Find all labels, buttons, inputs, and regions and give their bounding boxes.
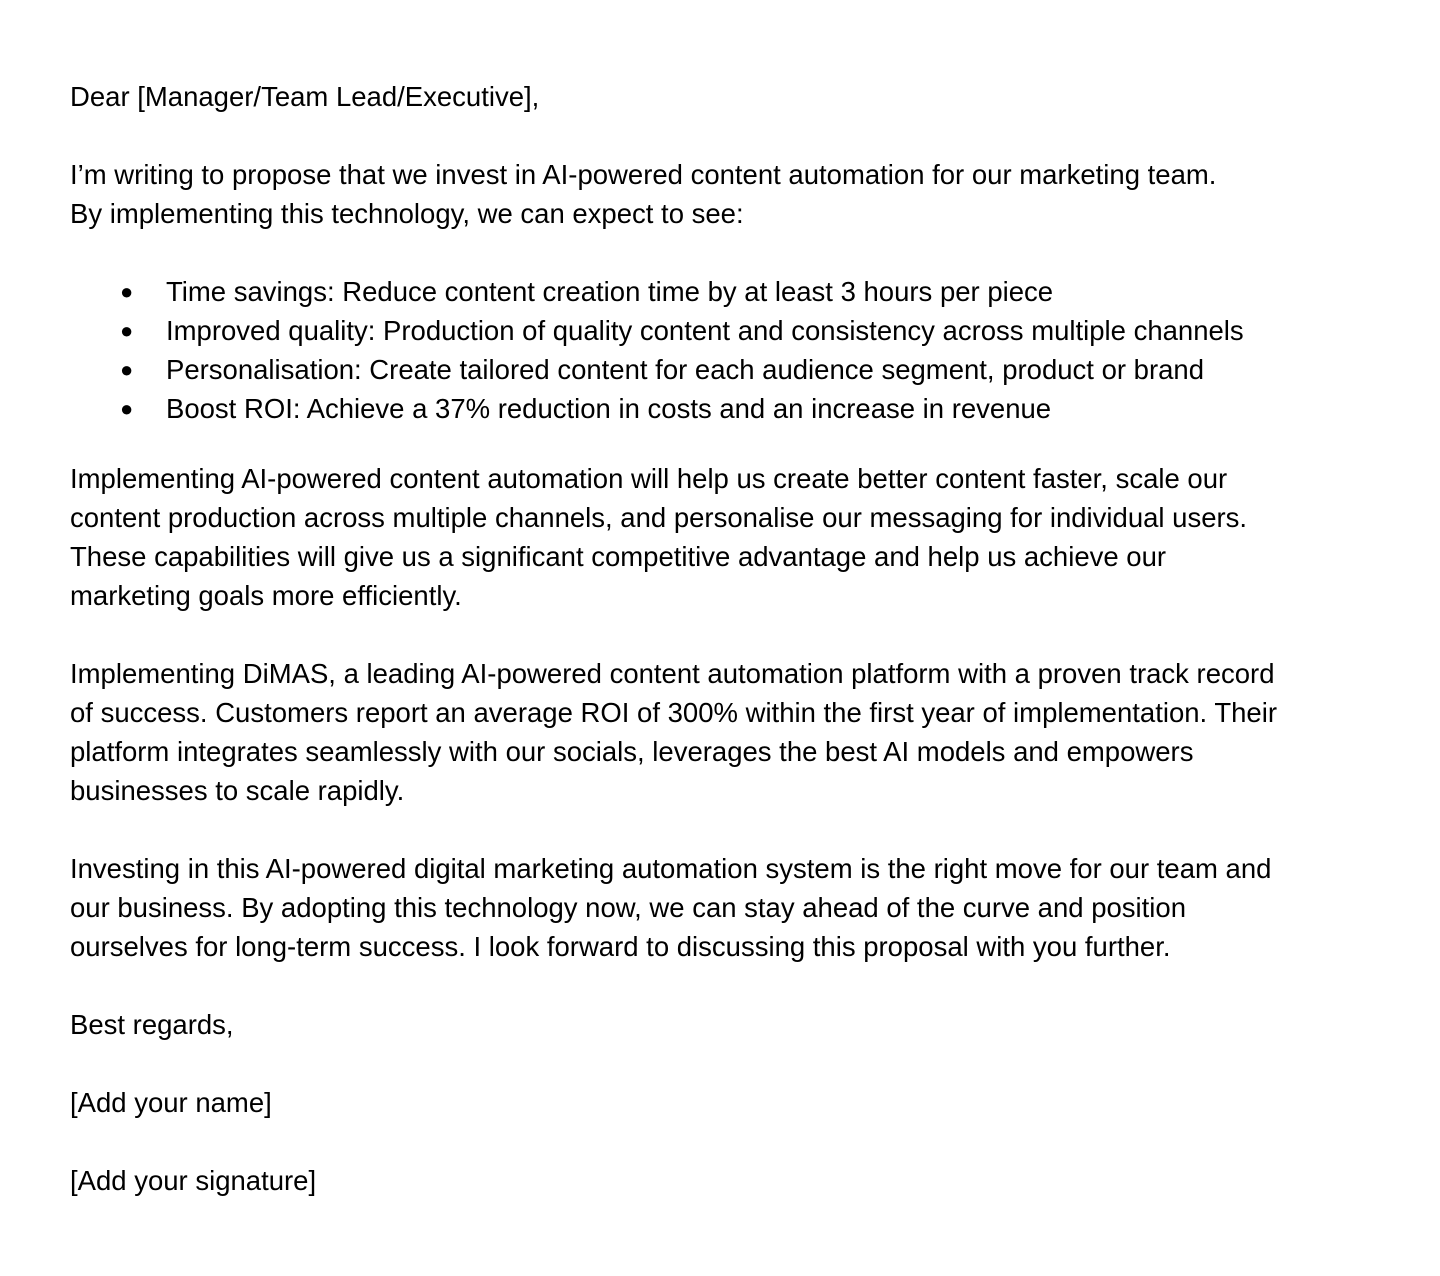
signature-placeholder: [Add your signature] [70, 1165, 317, 1196]
bullet-icon: ● [120, 279, 134, 304]
closing-paragraph-line: our business. By adopting this technology now, we can stay ahead of the curve and position [70, 892, 1186, 923]
list-item-text: Improved quality: Production of quality content and consistency across multiple channels [166, 315, 1244, 346]
list-item-text: Time savings: Reduce content creation time by at least 3 hours per piece [166, 276, 1054, 307]
closing-paragraph-line: Investing in this AI-powered digital marketing automation system is the right move for our team and [70, 853, 1272, 884]
name-placeholder: [Add your name] [70, 1087, 272, 1118]
list-item [70, 350, 1370, 389]
bullet-icon: ● [120, 357, 134, 382]
bullet-icon: ● [120, 318, 134, 343]
letter-greeting: Dear [Manager/Team Lead/Executive], [70, 81, 540, 112]
dimas-paragraph-line: businesses to scale rapidly. [70, 775, 405, 806]
spacer [70, 1122, 1370, 1161]
benefits-paragraph-line: Implementing AI-powered content automation will help us create better content faster, scale our [70, 463, 1228, 494]
dimas-paragraph-line: of success. Customers report an average ROI of 300% within the first year of implementation. Their [70, 697, 1277, 728]
letter-body [70, 77, 1370, 1200]
spacer [70, 428, 1370, 459]
spacer [70, 810, 1370, 849]
spacer [70, 116, 1370, 155]
benefits-list [70, 272, 1370, 428]
list-item-text: Personalisation: Create tailored content for each audience segment, product or brand [166, 354, 1204, 385]
letter-signoff: Best regards, [70, 1009, 234, 1040]
bullet-icon: ● [120, 396, 134, 421]
list-item-text: Boost ROI: Achieve a 37% reduction in costs and an increase in revenue [166, 393, 1052, 424]
dimas-paragraph-line: Implementing DiMAS, a leading AI-powered content automation platform with a proven track record [70, 658, 1275, 689]
spacer [70, 615, 1370, 654]
intro-line: I’m writing to propose that we invest in AI-powered content automation for our marketing team. [70, 159, 1217, 190]
benefits-paragraph-line: marketing goals more efficiently. [70, 580, 462, 611]
list-item [70, 272, 1370, 311]
benefits-paragraph-line: content production across multiple channels, and personalise our messaging for individual users. [70, 502, 1248, 533]
spacer [70, 233, 1370, 272]
closing-paragraph-line: ourselves for long-term success. I look forward to discussing this proposal with you further. [70, 931, 1171, 962]
list-item [70, 389, 1370, 428]
intro-line: By implementing this technology, we can expect to see: [70, 198, 744, 229]
dimas-paragraph-line: platform integrates seamlessly with our socials, leverages the best AI models and empowers [70, 736, 1194, 767]
spacer [70, 1044, 1370, 1083]
benefits-paragraph-line: These capabilities will give us a significant competitive advantage and help us achieve our [70, 541, 1167, 572]
list-item [70, 311, 1370, 350]
spacer [70, 966, 1370, 1005]
